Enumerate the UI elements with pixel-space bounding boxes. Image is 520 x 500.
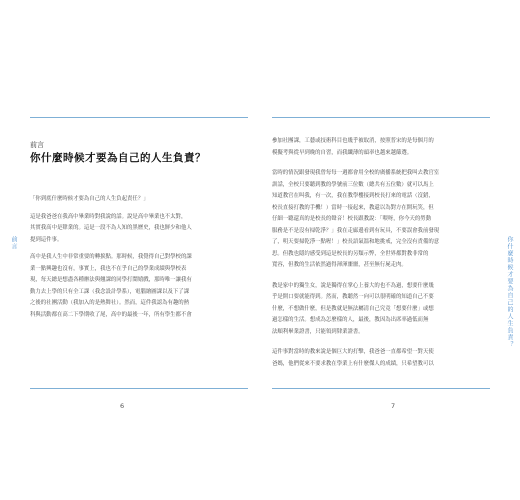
left-body-text [30,194,192,321]
text-line: 動力去上學的只有全工課（我念設計學系），電腦繪圖課以及下了課 [30,288,190,295]
text-line: 法順利畢業證書，只能領到肄業證書。 [272,328,364,335]
text-line: 之後的社團活動（我加入的是熱舞社）。然而，這件我認為有趣的熱 [30,300,190,306]
chapter-side-label: 你什麼時候才要為自己的人生負責？ [506,236,513,348]
right-body-text [272,136,439,370]
top-divider [30,117,248,118]
text-line: 了，明天要掃乾淨一點喔！」校長語氣溫和地挑戒，完全沒有責備的意 [272,239,440,245]
text-line: 現，每天總是想盡各種辦法與翹課的同學打鬧嬉戲，那時唯一讓我有 [30,277,192,283]
page-number: 6 [120,402,125,410]
text-line: 過怎樣的生活。想成為怎麼樣的人，最後，教因為出席率過低而無 [272,317,429,323]
text-line: 乎是開口要就能得到。然而，教聽然一向可以很明確的知道自己不要 [272,294,434,300]
text-line: 仔細一聽還真的是校長的聲音！校長跟教說：「喂呀，你今天的勞動 [272,216,432,222]
text-line: 爸媽，他們從來不要求教在學業上有什麼傑人的成績，只希望教可以 [272,360,434,367]
right-page [260,0,520,500]
page-number: 7 [391,402,396,410]
text-line: 寬容，但教的生活依然過得渾渾噩噩，甚至無行屍走肉。 [272,262,407,268]
text-line: 其實我高中是肄業的。這是一段不為人知的黑歷史，我也鮮少和他人 [30,225,192,231]
text-line: 知道教官在叫我，有一次，我在教學樓接到校長打來的電話（沒錯， [272,193,434,199]
quote-line: 「你到底什麼時候才要為自己的人生負起責任？」 [30,196,149,202]
bottom-divider [272,388,490,389]
text-line: 當時的情況跟發現我曾每每一週都會用全校的廣播系統把我叫去教官室 [272,170,440,176]
top-divider [272,117,490,118]
chapter-side-label: 前言 [10,236,17,250]
text-line: 訓話，全校只要聽到教的學號前三位數（總共有五位數）就可以馬上 [272,181,434,188]
text-line: 校長直接打教的手機！）當時一接起來，教還以為對方在開玩笑，但 [272,204,434,211]
text-line: 思。但教也隱約感受到這是校長的另類示弊，全世界都對教非常的 [272,250,429,257]
text-line: 業一點興趣也沒有，事實上，我也不在乎自己的學業成績與學校表 [30,265,187,272]
text-line: 服務是不是沒有掃乾淨？」我在走廊邊看到有玩具，不要誤會我前發現 [272,227,440,234]
text-line: 教是家中的獨生女，說是獨得在掌心上養大的也不為過，想要什麼幾 [272,282,434,289]
text-line: 這是我爸爸在我高中畢業時對我說的話。說是高中畢業也不太對， [30,213,187,220]
text-line: 模擬考與從早到晚的自習，而我纖薄的頭率也越來越篩選。 [272,149,413,156]
bottom-divider [30,388,248,389]
text-line: 參加社團課，工藝或技術科目也幾乎被取消，按照普宋的是每個月的 [272,138,434,144]
text-line: 科與活動都在高二下學期收了尾，高中的最後一年，所有學生都不會 [30,311,192,318]
chapter-title: 你什麼時候才要為自己的人生負責？ [30,152,206,164]
text-line: 這件事對當時的教來說是個巨大的打擊，我爸爸一直都希望一對天使 [272,349,434,355]
text-line: 什麼，不想做什麼，但是教就是無法屬清自己究竟「想要什麼」或想 [272,305,434,312]
text-line: 提到這件事。 [30,236,63,243]
text-line: 高中是我人生中非常重要的轉捩點。那時候，我覺得自己對學校的課 [30,254,192,260]
section-label: 前言 [30,141,44,149]
